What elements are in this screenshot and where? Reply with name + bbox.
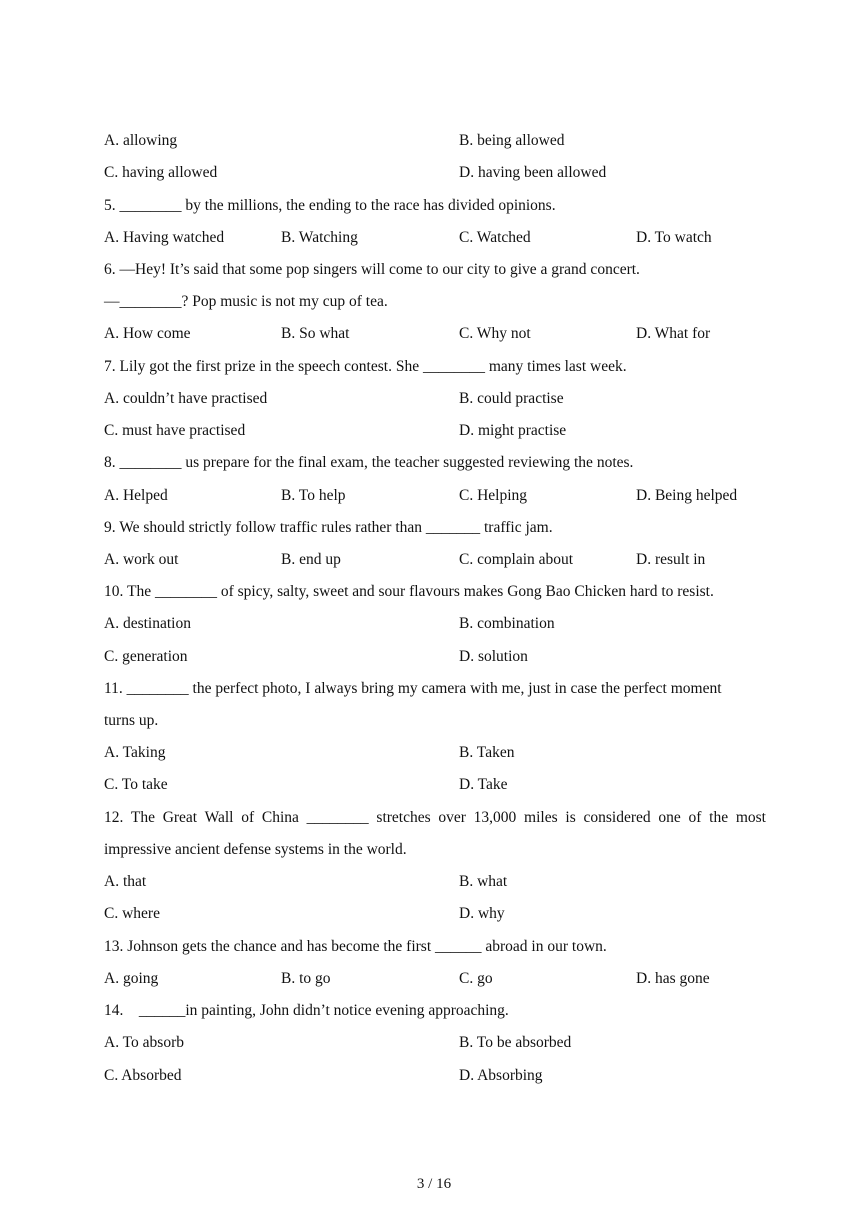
q11-stem-line2: turns up. xyxy=(104,712,159,729)
page-number: 3 / 16 xyxy=(416,1176,452,1192)
q11-option-c: C. To take xyxy=(104,776,168,793)
q7-option-c: C. must have practised xyxy=(104,422,246,439)
q13-stem: 13. Johnson gets the chance and has become the first ______ abroad in our town. xyxy=(104,938,607,955)
q10-option-c: C. generation xyxy=(104,648,188,665)
q12-option-b: B. what xyxy=(459,873,508,890)
q11-option-d: D. Take xyxy=(459,776,508,793)
q11-option-b: B. Taken xyxy=(459,744,515,761)
q9-option-b: B. end up xyxy=(281,551,341,568)
q6-stem: 6. —Hey! It’s said that some pop singers will come to our city to give a grand concert. xyxy=(104,261,640,278)
q10-option-a: A. destination xyxy=(104,615,191,632)
q8-option-c: C. Helping xyxy=(459,487,528,504)
q9-stem: 9. We should strictly follow traffic rules rather than _______ traffic jam. xyxy=(104,519,553,536)
q7-option-a: A. couldn’t have practised xyxy=(104,390,268,407)
q5-option-a: A. Having watched xyxy=(104,229,225,246)
q4-option-a: A. allowing xyxy=(104,132,178,149)
q13-option-b: B. to go xyxy=(281,970,331,987)
q14-option-c: C. Absorbed xyxy=(104,1067,182,1084)
q10-stem: 10. The ________ of spicy, salty, sweet and sour flavours makes Gong Bao Chicken hard to resist. xyxy=(104,583,714,600)
q14-stem: 14. ______in painting, John didn’t notice evening approaching. xyxy=(104,1002,509,1019)
q5-stem: 5. ________ by the millions, the ending to the race has divided opinions. xyxy=(104,197,556,214)
q14-option-d: D. Absorbing xyxy=(459,1067,543,1084)
q11-option-a: A. Taking xyxy=(104,744,166,761)
q8-option-a: A. Helped xyxy=(104,487,168,504)
q12-option-a: A. that xyxy=(104,873,147,890)
q8-option-b: B. To help xyxy=(281,487,346,504)
q5-option-c: C. Watched xyxy=(459,229,531,246)
q9-option-a: A. work out xyxy=(104,551,179,568)
q6-option-b: B. So what xyxy=(281,325,350,342)
q4-option-c: C. having allowed xyxy=(104,164,218,181)
q6-reply: —________? Pop music is not my cup of tea. xyxy=(104,293,388,310)
q6-option-a: A. How come xyxy=(104,325,191,342)
q8-stem: 8. ________ us prepare for the final exam, the teacher suggested reviewing the notes. xyxy=(104,454,634,471)
q13-option-a: A. going xyxy=(104,970,159,987)
q14-option-b: B. To be absorbed xyxy=(459,1034,572,1051)
q14-option-a: A. To absorb xyxy=(104,1034,184,1051)
q6-option-c: C. Why not xyxy=(459,325,531,342)
q12-stem-line1: 12. The Great Wall of China ________ stretches over 13,000 miles is considered one of the most xyxy=(104,809,766,826)
q4-option-b: B. being allowed xyxy=(459,132,565,149)
q10-option-b: B. combination xyxy=(459,615,555,632)
q6-option-d: D. What for xyxy=(636,325,711,342)
q7-option-d: D. might practise xyxy=(459,422,567,439)
q9-option-c: C. complain about xyxy=(459,551,574,568)
q8-option-d: D. Being helped xyxy=(636,487,738,504)
q13-option-d: D. has gone xyxy=(636,970,710,987)
q4-option-d: D. having been allowed xyxy=(459,164,607,181)
q12-option-c: C. where xyxy=(104,905,160,922)
q5-option-b: B. Watching xyxy=(281,229,358,246)
q7-option-b: B. could practise xyxy=(459,390,564,407)
q7-stem: 7. Lily got the first prize in the speech contest. She ________ many times last week. xyxy=(104,358,627,375)
q9-option-d: D. result in xyxy=(636,551,706,568)
q13-option-c: C. go xyxy=(459,970,493,987)
q12-option-d: D. why xyxy=(459,905,505,922)
q5-option-d: D. To watch xyxy=(636,229,712,246)
q11-stem-line1: 11. ________ the perfect photo, I always bring my camera with me, just in case the perfect moment xyxy=(104,680,722,697)
q12-stem-line2: impressive ancient defense systems in the world. xyxy=(104,841,407,858)
q10-option-d: D. solution xyxy=(459,648,528,665)
